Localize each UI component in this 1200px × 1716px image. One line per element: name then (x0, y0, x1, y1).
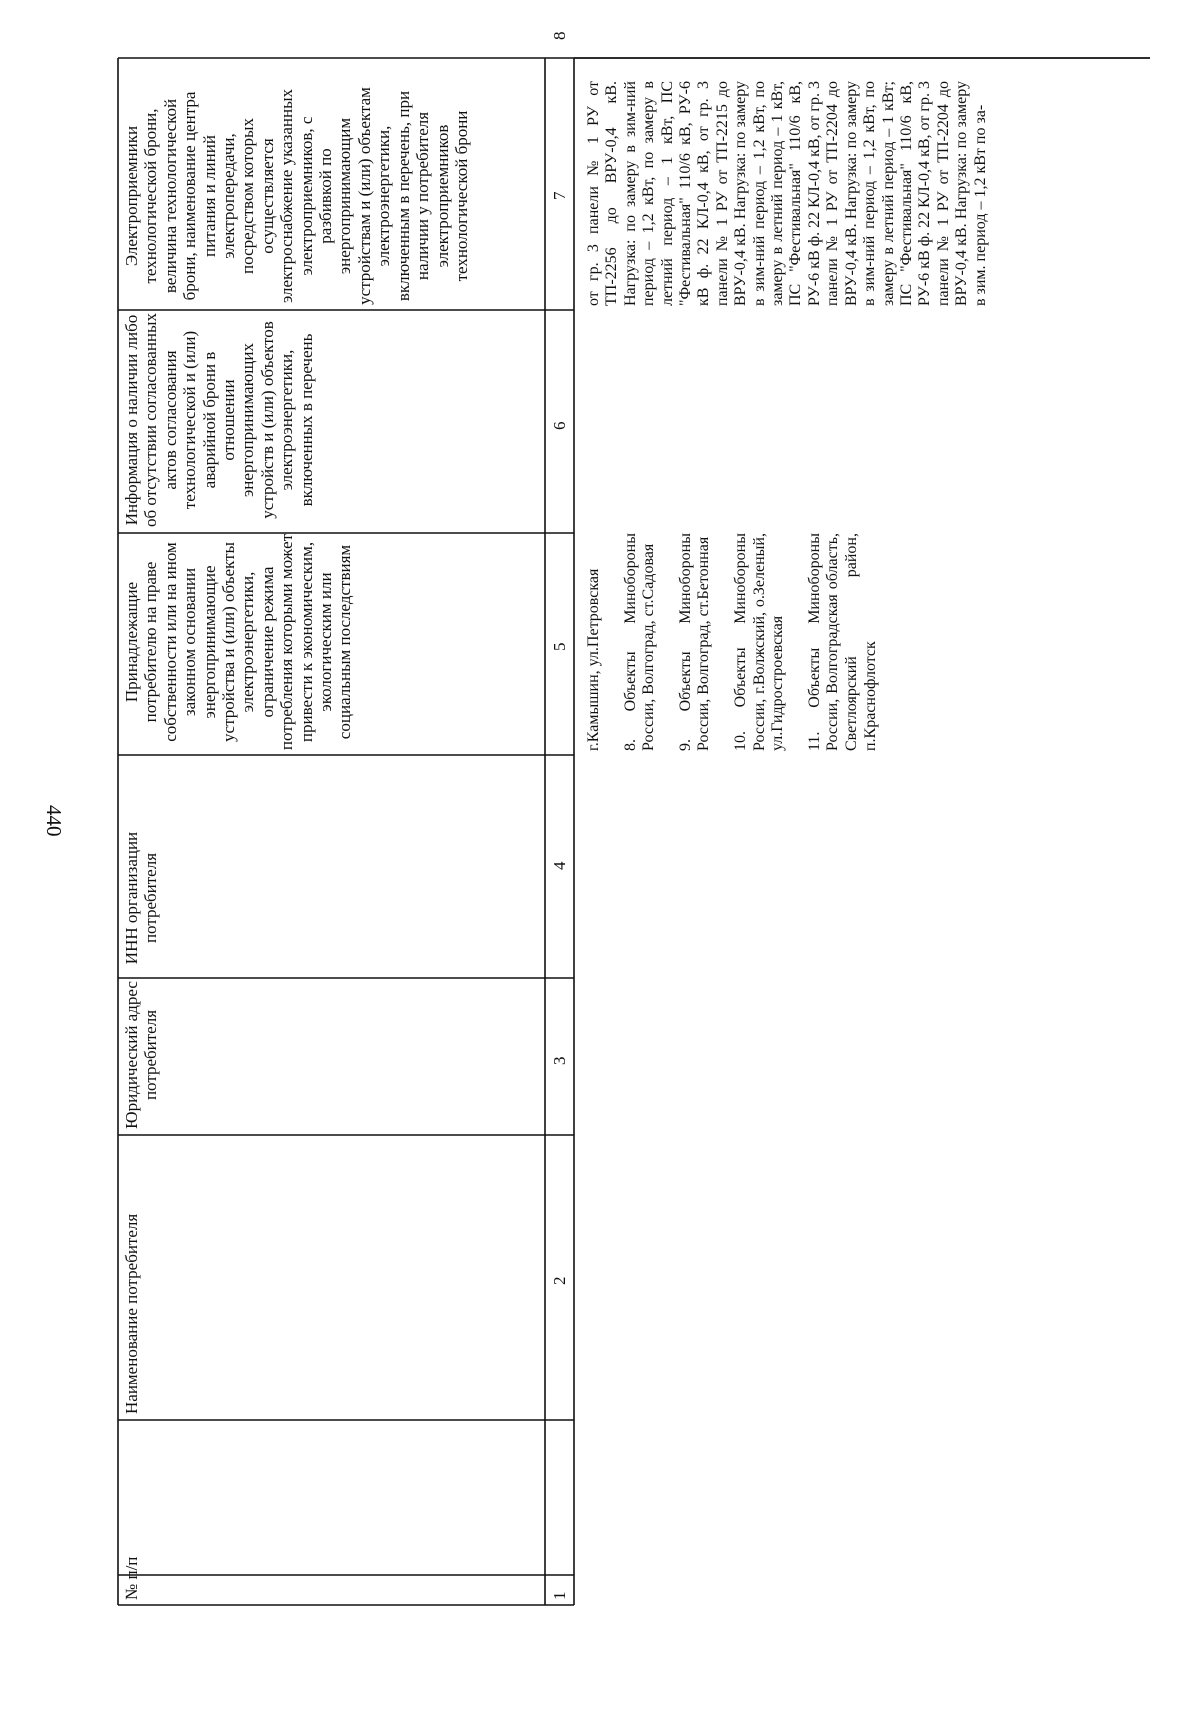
col8-body (585, 81, 990, 306)
num-2: 2 (550, 1276, 569, 1285)
hdr-1: № п/п (122, 1556, 141, 1600)
num-5: 5 (550, 642, 569, 651)
col5-entry: г.Камышин, ул.Петровская (585, 568, 602, 751)
hdr-5: Принадлежащие потребителю на праве собственности или на ином законном основании энергопринимающие устройства и (или) объекты электроэнергетики, ограничение режима потребления которыми может привести к экономическим, экологическим или социальным последствиям (122, 533, 355, 751)
hdr-2: Наименование потребителя (122, 1213, 141, 1414)
num-1: 1 (550, 1591, 569, 1600)
num-6: 6 (550, 421, 569, 430)
num-3: 3 (550, 1056, 569, 1065)
num-8: 8 (550, 31, 569, 40)
hdr-4: ИНН организации потребителя (122, 831, 160, 965)
col5-entry: 9. Объекты Минобороны России, Волгоград, ст.Бетонная (676, 533, 713, 751)
hdr-3: Юридический адрес потребителя (122, 981, 160, 1129)
hdr-6: Информация о наличии либо об отсутствии согласованных актов согласования технологической и (или) аварийной брони в отношении энергопринимающих устройств и (или) объектов электроэнергетики, включенных в перечень (122, 313, 316, 527)
hdr-7: Электроприемники технологической брони, величина технологической брони, наименование центра питания и линий электропередачи, посредством которых осуществляется электроснабжение указанных электроприемников, с разбивкой по энергопринимающим устройствам и (или) объектам электроэнергетики, включенным в перечень, при наличии у потребителя электроприемников технологической брони (122, 87, 471, 305)
num-4: 4 (550, 861, 569, 870)
col5-entry: 8. Объекты Минобороны России, Волгоград, ст.Садовая (621, 533, 658, 751)
col5-body (585, 533, 898, 751)
page-number: 440 (42, 805, 66, 837)
col8-text: от гр. 3 панели № 1 РУ от ТП-2256 до ВРУ-0,4 кВ. Нагрузка: по замеру в зим-ний период – 1,2 кВт, по замеру в летний период – 1 кВт, ПС "Фестивальная" 110/6 кВ, РУ-6 кВ ф. 22 КЛ-0,4 кВ, от гр. 3 панели № 1 РУ от ТП-2215 до ВРУ-0,4 кВ. Нагрузка: по замеру в зим-ний период – 1,2 кВт, по замеру в летний период – 1 кВт, ПС "Фестивальная" 110/6 кВ, РУ-6 кВ ф. 22 КЛ-0,4 кВ, от гр. 3 панели № 1 РУ от ТП-2204 до ВРУ-0,4 кВ. Нагрузка: по замеру в зим-ний период – 1,2 кВт, по замеру в летний период – 1 кВт; ПС "Фестивальная" 110/6 кВ, РУ-6 кВ ф. 22 КЛ-0,4 кВ, от гр. 3 панели № 1 РУ от ТП-2204 до ВРУ-0,4 кВ. Нагрузка: по замеру в зим. период – 1,2 кВт по за- (585, 81, 989, 306)
col5-entry: 11. Объекты Минобороны России, Волгоградская область, Светлоярский район, п.Краснофлотск (805, 533, 879, 751)
num-7: 7 (550, 191, 569, 200)
col5-entry: 10. Объекты Минобороны России, г.Волжский, о.Зеленый, ул.Гидростроевская (731, 533, 787, 751)
